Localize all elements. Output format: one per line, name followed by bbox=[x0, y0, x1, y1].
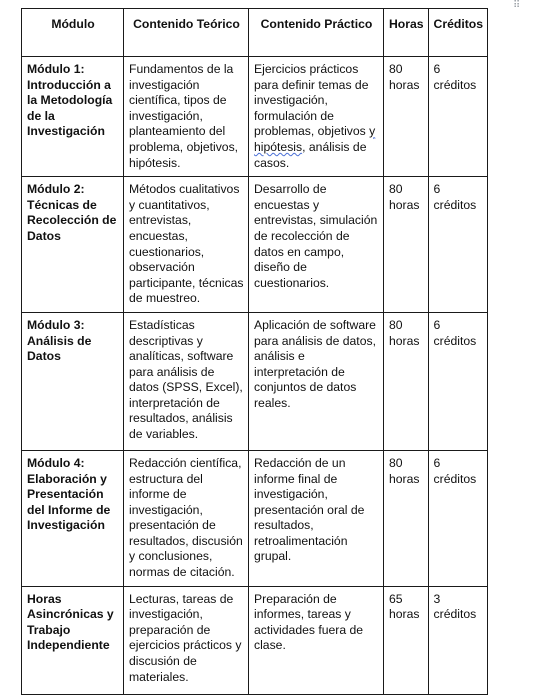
cell-teorico: Métodos cualitativos y cuantitativos, entrevistas, encuestas, cuestionarios, observación participante, técnicas de muestreo. bbox=[124, 177, 249, 313]
header-horas: Horas bbox=[384, 9, 429, 57]
cell-modulo: Módulo 1: Introducción a la Metodología de la Investigación bbox=[22, 57, 124, 177]
header-contenido-practico: Contenido Práctico bbox=[249, 9, 384, 57]
cell-modulo: Módulo 2: Técnicas de Recolección de Datos bbox=[22, 177, 124, 313]
header-creditos: Créditos bbox=[428, 9, 487, 57]
cell-teorico: Estadísticas descriptivas y analíticas, software para análisis de datos (SPSS, Excel), interpretación de resultados, análisis de variables. bbox=[124, 312, 249, 450]
cell-horas: 80 horas bbox=[384, 450, 429, 586]
header-modulo: Módulo bbox=[22, 9, 124, 57]
cell-creditos: 6 créditos bbox=[428, 57, 487, 177]
cell-modulo: Módulo 3: Análisis de Datos bbox=[22, 312, 124, 450]
cell-creditos: 3 créditos bbox=[428, 586, 487, 694]
cell-teorico: Redacción científica, estructura del informe de investigación, presentación de resultados, discusión y conclusiones, normas de citación. bbox=[124, 450, 249, 586]
cell-horas: 65 horas bbox=[384, 586, 429, 694]
drag-handle-icon[interactable]: ⠿ bbox=[513, 0, 520, 11]
table-row bbox=[22, 312, 488, 450]
cell-practico: Desarrollo de encuestas y entrevistas, simulación de recolección de datos en campo, diseño de cuestionarios. bbox=[249, 177, 384, 313]
cell-horas: 80 horas bbox=[384, 312, 429, 450]
cell-creditos: 6 créditos bbox=[428, 312, 487, 450]
table-row bbox=[22, 450, 488, 586]
cell-practico: Aplicación de software para análisis de datos, análisis e interpretación de conjuntos de datos reales. bbox=[249, 312, 384, 450]
cell-teorico: Lecturas, tareas de investigación, preparación de ejercicios prácticos y discusión de materiales. bbox=[124, 586, 249, 694]
table-row bbox=[22, 177, 488, 313]
cell-horas: 80 horas bbox=[384, 57, 429, 177]
cell-practico bbox=[249, 57, 384, 177]
table-row bbox=[22, 586, 488, 694]
cell-horas: 80 horas bbox=[384, 177, 429, 313]
cell-teorico: Fundamentos de la investigación científica, tipos de investigación, planteamiento del problema, objetivos, hipótesis. bbox=[124, 57, 249, 177]
spellcheck-underline: y hipótesis bbox=[254, 124, 376, 154]
cell-practico-text: Ejercicios prácticos para definir temas de investigación, formulación de problemas, objetivos bbox=[254, 62, 370, 139]
cell-practico: Redacción de un informe final de investigación, presentación oral de resultados, retroalimentación grupal. bbox=[249, 450, 384, 586]
cell-practico: Preparación de informes, tareas y actividades fuera de clase. bbox=[249, 586, 384, 694]
modules-table bbox=[21, 8, 488, 695]
cell-creditos: 6 créditos bbox=[428, 177, 487, 313]
cell-practico-text-end: , análisis de casos. bbox=[254, 139, 367, 170]
cell-modulo: Módulo 4: Elaboración y Presentación del Informe de Investigación bbox=[22, 450, 124, 586]
cell-modulo: Horas Asincrónicas y Trabajo Independiente bbox=[22, 586, 124, 694]
table-row bbox=[22, 57, 488, 177]
cell-creditos: 6 créditos bbox=[428, 450, 487, 586]
header-row bbox=[22, 9, 488, 57]
header-contenido-teorico: Contenido Teórico bbox=[124, 9, 249, 57]
